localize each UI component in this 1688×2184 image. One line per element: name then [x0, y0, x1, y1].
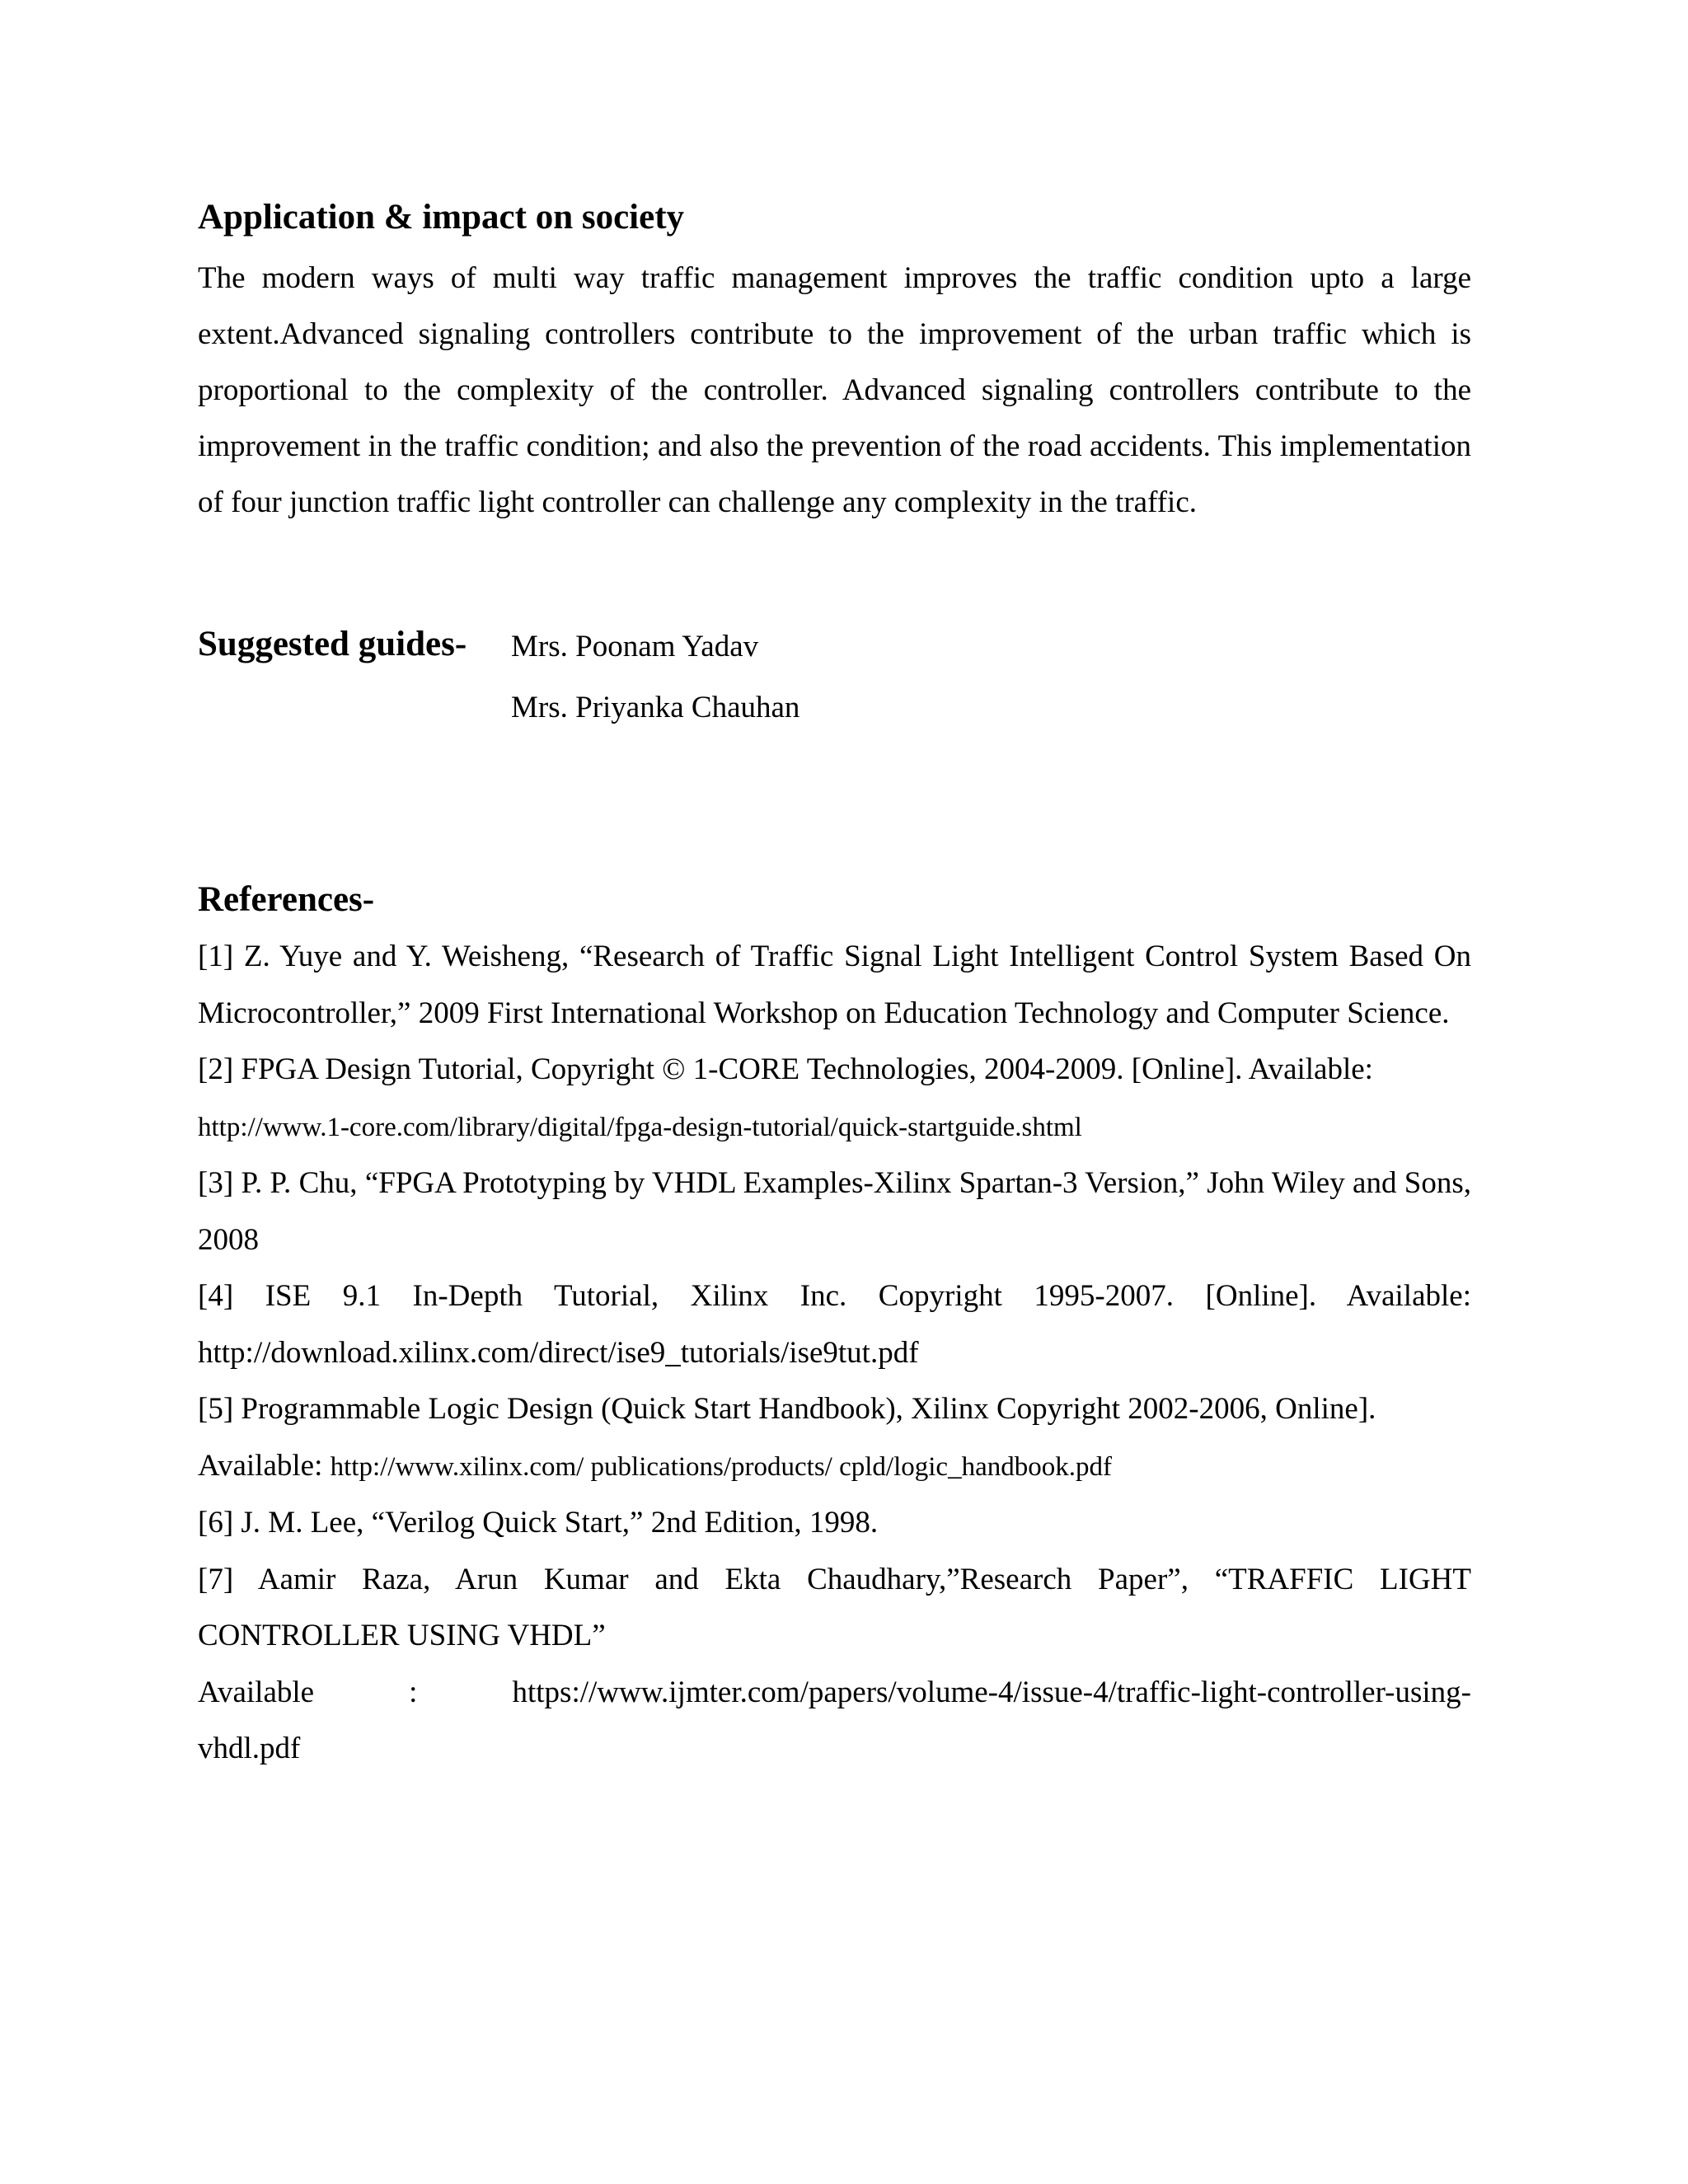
reference-item-4: [4] ISE 9.1 In-Depth Tutorial, Xilinx Inc. Copyright 1995-2007. [Online]. Available: http://download.xilinx.com/direct/ise9_tutorials/ise9tut.pdf — [198, 1279, 1471, 1370]
guides-heading: Suggested guides- — [198, 624, 467, 663]
reference-text: [5] Programmable Logic Design (Quick Start Handbook), Xilinx Copyright 2002-2006, Online]. — [198, 1392, 1376, 1427]
reference-url-continued: vhdl.pdf — [198, 1732, 301, 1766]
guide-name: Mrs. Priyanka Chauhan — [511, 690, 800, 724]
document-page — [198, 196, 1471, 1778]
reference-url: http://www.1-core.com/library/digital/fpga-design-tutorial/quick-startguide.shtml — [198, 1112, 1082, 1142]
reference-available-line — [198, 1665, 1471, 1722]
reference-item-5 — [198, 1381, 1471, 1495]
references-list — [198, 929, 1471, 1778]
application-paragraph: The modern ways of multi way traffic management improves the traffic condition upto a large extent.Advanced signaling controllers contribute to the improvement of the urban traffic which is proportional to the complexity of the controller. Advanced signaling controllers contribute to the improvement in the traffic condition; and also the prevention of the road accidents. This implementation of four junction traffic light controller can challenge any complexity in the traffic. — [198, 260, 1471, 519]
suggested-guides-section — [198, 623, 1471, 738]
reference-available-colon: : — [409, 1675, 418, 1709]
reference-item-6: [6] J. M. Lee, “Verilog Quick Start,” 2nd Edition, 1998. — [198, 1506, 879, 1540]
reference-text: [2] FPGA Design Tutorial, Copyright © 1-CORE Technologies, 2004-2009. [Online]. Available: — [198, 1052, 1373, 1087]
application-heading: Application & impact on society — [198, 198, 685, 237]
reference-text: [7] Aamir Raza, Arun Kumar and Ekta Chaudhary,”Research Paper”, “TRAFFIC LIGHT CONTROLLER USING VHDL” — [198, 1562, 1471, 1653]
guides-list — [511, 616, 799, 738]
reference-url-part: https://www.ijmter.com/papers/volume-4/issue-4/traffic-light-controller-using- — [512, 1675, 1471, 1709]
reference-available-label: Available: — [198, 1448, 323, 1483]
reference-item-2 — [198, 1042, 1471, 1155]
references-heading: References- — [198, 879, 375, 919]
reference-url: http://www.xilinx.com/ publications/products/ cpld/logic_handbook.pdf — [330, 1451, 1112, 1482]
reference-item-7 — [198, 1552, 1471, 1778]
reference-item-1: [1] Z. Yuye and Y. Weisheng, “Research of Traffic Signal Light Intelligent Control System Based On Microcontroller,” 2009 First International Workshop on Education Technology and Computer Science. — [198, 940, 1471, 1030]
reference-item-3: [3] P. P. Chu, “FPGA Prototyping by VHDL Examples-Xilinx Spartan-3 Version,” John Wiley and Sons, 2008 — [198, 1166, 1471, 1257]
reference-available-label: Available — [198, 1675, 315, 1709]
guide-name: Mrs. Poonam Yadav — [511, 629, 759, 663]
